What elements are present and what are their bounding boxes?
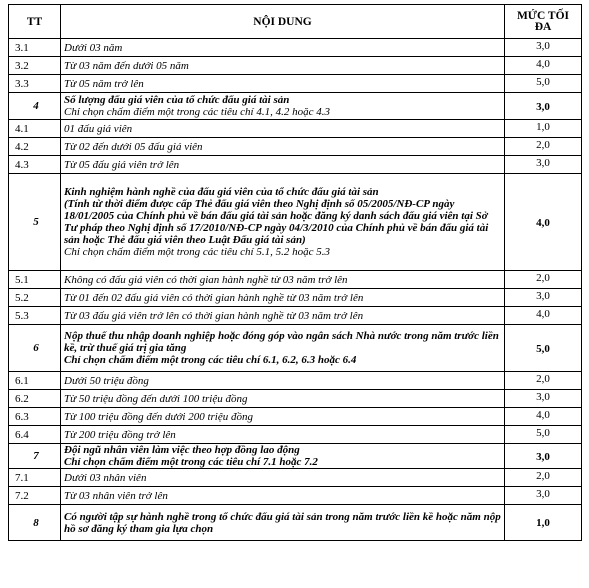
table-row [9,469,582,487]
row-content [61,120,505,138]
criterion-text: Từ 03 nhân viên trở lên [64,489,168,502]
criterion-heading: Nộp thuế thu nhập doanh nghiệp hoặc đóng góp vào ngân sách Nhà nước trong năm trước liền kề, trừ thuế giá trị gia tăng [64,330,499,354]
row-content [61,307,505,325]
row-content [61,138,505,156]
row-number: 4.3 [9,156,61,174]
table-row [9,156,582,174]
max-score: 3,0 [505,289,582,307]
table-row [9,372,582,390]
header-row [9,5,582,39]
row-number: 3.1 [9,39,61,57]
table-row [9,93,582,120]
criterion-text: Không có đấu giá viên có thời gian hành nghề từ 03 năm trở lên [64,273,348,286]
criterion-text: Dưới 50 triệu đồng [64,374,149,387]
max-score: 2,0 [505,469,582,487]
row-number: 6.4 [9,426,61,444]
row-number: 3.3 [9,75,61,93]
criterion-text: Từ 05 đấu giá viên trở lên [64,158,180,171]
row-content [61,174,505,271]
row-number: 5.1 [9,271,61,289]
row-number: 7.1 [9,469,61,487]
table-row [9,325,582,372]
max-score: 3,0 [505,390,582,408]
max-score: 5,0 [505,75,582,93]
row-number: 6 [9,325,61,372]
header-content: NỘI DUNG [61,5,505,39]
criterion-text: Từ 03 đấu giá viên trở lên có thời gian hành nghề từ 03 năm trở lên [64,309,364,322]
criterion-text: Từ 01 đến 02 đấu giá viên có thời gian hành nghề từ 03 năm trở lên [64,291,364,304]
header-tt: TT [9,5,61,39]
criterion-text: Từ 05 năm trở lên [64,77,144,90]
max-score: 4,0 [505,174,582,271]
max-score: 2,0 [505,271,582,289]
row-number: 4.1 [9,120,61,138]
max-score: 5,0 [505,426,582,444]
row-content [61,93,505,120]
max-score: 5,0 [505,325,582,372]
criterion-text: Từ 100 triệu đồng đến dưới 200 triệu đồng [64,410,253,423]
table-row [9,307,582,325]
row-number: 6.3 [9,408,61,426]
row-content [61,271,505,289]
criterion-text: Chỉ chọn chấm điểm một trong các tiêu chí 5.1, 5.2 hoặc 5.3 [64,246,330,258]
max-score: 3,0 [505,156,582,174]
criterion-text: Chỉ chọn chấm điểm một trong các tiêu chí 4.1, 4.2 hoặc 4.3 [64,106,330,118]
max-score: 3,0 [505,444,582,469]
criterion-heading: Có người tập sự hành nghề trong tổ chức đấu giá tài sản trong năm trước liền kề hoặc năm nộp hồ sơ đăng ký tham gia lựa chọn [64,510,501,535]
row-content [61,487,505,505]
table-row [9,487,582,505]
table-row [9,57,582,75]
table-row [9,426,582,444]
header-max-line1: MỨC TỐI [516,9,570,22]
row-content [61,57,505,75]
row-number: 8 [9,505,61,541]
criterion-heading: Đội ngũ nhân viên làm việc theo hợp đồng lao động [64,444,300,456]
max-score: 3,0 [505,487,582,505]
max-score: 4,0 [505,307,582,325]
max-score: 4,0 [505,408,582,426]
criterion-text: 01 đấu giá viên [64,122,133,135]
table-row [9,120,582,138]
row-number: 3.2 [9,57,61,75]
criterion-text: Dưới 03 nhân viên [64,471,147,484]
row-content [61,325,505,372]
row-content [61,390,505,408]
table-body [9,39,582,541]
table-row [9,271,582,289]
row-number: 7 [9,444,61,469]
table-row [9,505,582,541]
row-number: 6.2 [9,390,61,408]
max-score: 3,0 [505,93,582,120]
row-content [61,469,505,487]
row-content [61,75,505,93]
table-row [9,174,582,271]
criterion-text: Từ 50 triệu đồng đến dưới 100 triệu đồng [64,392,248,405]
table-row [9,138,582,156]
table-row [9,39,582,57]
criterion-text: Từ 200 triệu đồng trở lên [64,428,176,441]
row-number: 4 [9,93,61,120]
row-number: 6.1 [9,372,61,390]
criterion-heading: Số lượng đấu giá viên của tổ chức đấu giá tài sản [64,94,290,106]
max-score: 2,0 [505,138,582,156]
row-content [61,408,505,426]
row-content [61,505,505,541]
row-content [61,289,505,307]
row-content [61,444,505,469]
table-row [9,408,582,426]
header-max-line2: ĐA [534,20,552,33]
row-number: 5.2 [9,289,61,307]
max-score: 3,0 [505,39,582,57]
criterion-text: Dưới 03 năm [64,41,123,54]
row-number: 4.2 [9,138,61,156]
table-row [9,289,582,307]
table-row [9,444,582,469]
criterion-heading: Chỉ chọn chấm điểm một trong các tiêu chí 6.1, 6.2, 6.3 hoặc 6.4 [64,354,357,366]
criterion-text: Từ 02 đến dưới 05 đấu giá viên [64,140,203,153]
max-score: 2,0 [505,372,582,390]
row-number: 5 [9,174,61,271]
max-score: 1,0 [505,505,582,541]
criteria-table [8,4,582,541]
max-score: 4,0 [505,57,582,75]
row-number: 5.3 [9,307,61,325]
table-row [9,75,582,93]
max-score: 1,0 [505,120,582,138]
header-max-score [505,5,582,39]
criterion-heading: Kinh nghiệm hành nghề của đấu giá viên của tổ chức đấu giá tài sản [64,186,379,198]
table-row [9,390,582,408]
row-content [61,372,505,390]
criterion-text: Từ 03 năm đến dưới 05 năm [64,59,189,72]
criterion-heading: (Tính từ thời điểm được cấp Thẻ đấu giá viên theo Nghị định số 05/2005/NĐ-CP ngày 18/01/2005 của Chính phủ về bán đấu giá tài sản hoặc đăng ký danh sách đấu giá viên tại Sở Tư pháp theo Nghị định số 17/2010/NĐ-CP ngày 04/3/2010 của Chính phủ về bán đấu giá tài sản hoặc Thẻ đấu giá viên theo Luật Đấu giá tài sản) [64,198,489,246]
row-number: 7.2 [9,487,61,505]
row-content [61,156,505,174]
criterion-heading: Chỉ chọn chấm điểm một trong các tiêu chí 7.1 hoặc 7.2 [64,456,318,468]
row-content [61,39,505,57]
row-content [61,426,505,444]
